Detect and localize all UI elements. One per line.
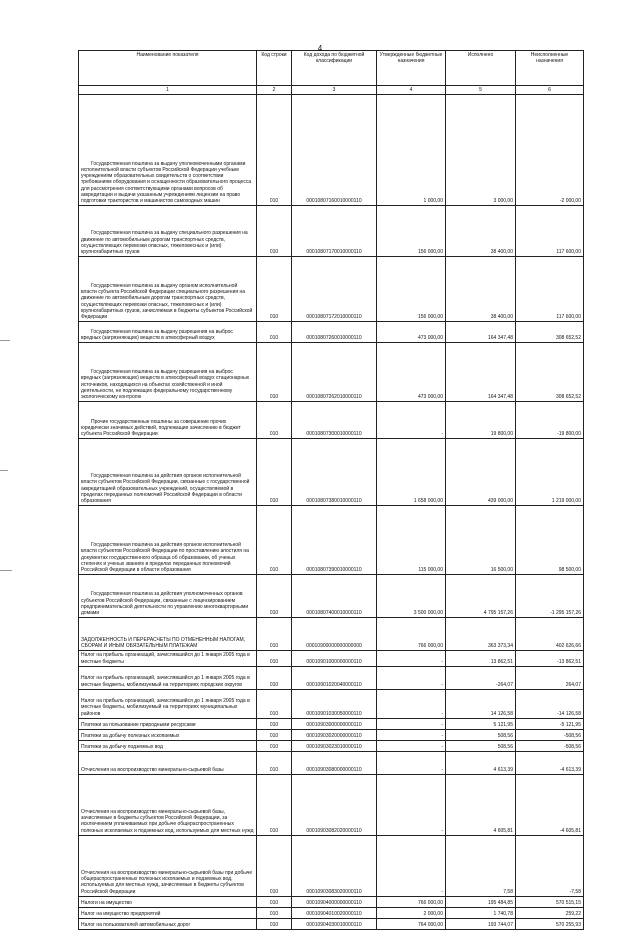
column-number: 2 xyxy=(257,86,292,95)
row-executed: 1 740,78 xyxy=(446,907,516,918)
table-row xyxy=(79,402,584,439)
row-unexecuted: 117 600,00 xyxy=(516,206,584,257)
row-approved: - xyxy=(377,718,446,729)
row-name: Государственная пошлина за действия уполномоченных органов субъектов Российской Федерации, связанные с лицензированием предпринимательской деятельности по управлению многоквартирными домами xyxy=(79,575,257,618)
row-name: Налог на пользователей автомобильных дорог xyxy=(79,918,257,929)
row-name: Отчисления на воспроизводство минерально-сырьевой базы xyxy=(79,751,257,774)
row-approved: 156 000,00 xyxy=(377,257,446,322)
row-line-code: 010 xyxy=(257,718,292,729)
row-name: Государственная пошлина за выдачу разрешения на выброс вредных (загрязняющих) веществ в атмосферный воздух стационарных источников, находящихся на объектах хозяйственной и иной деятельности, не подлежащих федеральному государственному экологическому контролю xyxy=(79,343,257,402)
row-unexecuted: 402 626,66 xyxy=(516,618,584,651)
row-classification-code: 00010903080000000110 xyxy=(292,751,377,774)
table-row xyxy=(79,835,584,896)
row-unexecuted: -2 000,00 xyxy=(516,95,584,206)
table-row xyxy=(79,896,584,907)
column-number: 6 xyxy=(516,86,584,95)
row-line-code: 010 xyxy=(257,918,292,929)
row-approved: 115 000,00 xyxy=(377,506,446,575)
column-number-row xyxy=(79,86,584,95)
row-classification-code: 00010904010020000110 xyxy=(292,907,377,918)
row-line-code: 010 xyxy=(257,896,292,907)
row-approved: 766 000,00 xyxy=(377,896,446,907)
row-classification-code: 00010901000000000110 xyxy=(292,651,377,667)
row-line-code: 010 xyxy=(257,506,292,575)
row-classification-code: 00010904000000000110 xyxy=(292,896,377,907)
row-approved: - xyxy=(377,402,446,439)
row-executed: 164 347,48 xyxy=(446,322,516,343)
row-unexecuted: -4 613,39 xyxy=(516,751,584,774)
row-line-code: 010 xyxy=(257,575,292,618)
row-unexecuted: 308 652,52 xyxy=(516,322,584,343)
table-row xyxy=(79,907,584,918)
row-executed: 5 121,95 xyxy=(446,718,516,729)
row-approved: - xyxy=(377,729,446,740)
row-unexecuted: -508,56 xyxy=(516,729,584,740)
row-name: Прочие государственные пошлины за совершение прочих юридически значимых действий, подлежащие зачислению в бюджет субъекта Российской Федерации xyxy=(79,402,257,439)
row-line-code: 010 xyxy=(257,257,292,322)
row-line-code: 010 xyxy=(257,402,292,439)
table-row xyxy=(79,740,584,751)
table-row xyxy=(79,689,584,718)
row-approved: 3 500 000,00 xyxy=(377,575,446,618)
row-approved: 764 000,00 xyxy=(377,918,446,929)
row-unexecuted: 570 255,93 xyxy=(516,918,584,929)
row-executed: 4 605,81 xyxy=(446,774,516,835)
row-executed: 193 744,07 xyxy=(446,918,516,929)
row-approved: - xyxy=(377,835,446,896)
row-line-code: 010 xyxy=(257,689,292,718)
row-classification-code: 00010807300010000110 xyxy=(292,402,377,439)
header-budget-classification-code: Код дохода по бюджетной классификации xyxy=(292,51,377,86)
table-row xyxy=(79,322,584,343)
row-classification-code: 00010807160010000110 xyxy=(292,95,377,206)
row-unexecuted: -1 295 157,26 xyxy=(516,575,584,618)
row-name: Отчисления на воспроизводство минерально-сырьевой базы при добыче общераспространенных полезных ископаемых и подземных вод, используемых для местных нужд, зачисляемые в бюджеты субъектов Российской Федерации xyxy=(79,835,257,896)
row-classification-code: 00010807172010000110 xyxy=(292,257,377,322)
row-line-code: 010 xyxy=(257,206,292,257)
row-line-code: 010 xyxy=(257,651,292,667)
row-name: Налог на имущество предприятий xyxy=(79,907,257,918)
scan-edge-mark xyxy=(0,570,12,571)
column-number: 5 xyxy=(446,86,516,95)
row-classification-code: 00010807400010000110 xyxy=(292,575,377,618)
header-executed: Исполнено xyxy=(446,51,516,86)
row-executed: 4 613,39 xyxy=(446,751,516,774)
row-name: Государственная пошлина за выдачу уполномоченными органами исполнительной власти субъектов Российской Федерации учебным учреждениям образовательных свидетельств о соответствии требованиям оборудования и оснащенности образовательного процесса для рассмотрения соответствующими органами вопросов об аккредитации и выдачи указанным учреждениям лицензии на право подготовки трактористов и машинистов самоходных машин xyxy=(79,95,257,206)
table-body xyxy=(79,95,584,930)
row-executed: 13 862,51 xyxy=(446,651,516,667)
header-approved: Утвержденные бюджетные назначения xyxy=(377,51,446,86)
table-row xyxy=(79,751,584,774)
row-line-code: 010 xyxy=(257,907,292,918)
row-executed: 164 347,48 xyxy=(446,343,516,402)
row-line-code: 010 xyxy=(257,95,292,206)
row-approved: - xyxy=(377,689,446,718)
row-line-code: 010 xyxy=(257,740,292,751)
header-unexecuted: Неисполненные назначения xyxy=(516,51,584,86)
revenue-execution-table xyxy=(78,50,584,930)
row-unexecuted: 259,22 xyxy=(516,907,584,918)
row-executed: 195 484,85 xyxy=(446,896,516,907)
table-row xyxy=(79,439,584,506)
column-number: 3 xyxy=(292,86,377,95)
row-classification-code: 00010904030010000110 xyxy=(292,918,377,929)
revenue-report-sheet xyxy=(78,50,583,930)
table-row xyxy=(79,95,584,206)
row-classification-code: 00010903020000000110 xyxy=(292,729,377,740)
scan-edge-mark xyxy=(0,470,8,471)
row-classification-code: 00010807170010000110 xyxy=(292,206,377,257)
row-executed: 16 500,00 xyxy=(446,506,516,575)
row-unexecuted: -4 605,81 xyxy=(516,774,584,835)
row-name: Налог на прибыль организаций, зачислявшийся до 1 января 2005 года в местные бюджеты xyxy=(79,651,257,667)
row-classification-code: 00010807380010000110 xyxy=(292,439,377,506)
row-unexecuted: 264,07 xyxy=(516,666,584,689)
row-executed: 363 373,34 xyxy=(446,618,516,651)
row-unexecuted: 308 652,52 xyxy=(516,343,584,402)
table-row xyxy=(79,257,584,322)
row-unexecuted: -508,56 xyxy=(516,740,584,751)
row-approved: 2 000,00 xyxy=(377,907,446,918)
table-row xyxy=(79,506,584,575)
row-approved: 1 000,00 xyxy=(377,95,446,206)
row-line-code: 010 xyxy=(257,618,292,651)
row-line-code: 010 xyxy=(257,322,292,343)
table-row xyxy=(79,774,584,835)
row-line-code: 010 xyxy=(257,666,292,689)
row-executed: 508,56 xyxy=(446,729,516,740)
row-executed: 14 126,58 xyxy=(446,689,516,718)
table-row xyxy=(79,718,584,729)
row-line-code: 010 xyxy=(257,343,292,402)
row-classification-code: 00010903000000000110 xyxy=(292,718,377,729)
table-row xyxy=(79,918,584,929)
row-unexecuted: -14 126,58 xyxy=(516,689,584,718)
row-classification-code: 00010807260010000110 xyxy=(292,322,377,343)
row-executed: 3 000,00 xyxy=(446,95,516,206)
row-classification-code: 00010903082020000110 xyxy=(292,774,377,835)
row-name: Государственная пошлина за выдачу органом исполнительной власти субъекта Российской Федерации специального разрешения на движение по автомобильным дорогам транспортных средств, осуществляющих перевозки опасных, тяжеловесных и (или) крупногабаритных грузов, зачисляемая в бюджеты субъектов Российской Федерации xyxy=(79,257,257,322)
row-executed: -264,07 xyxy=(446,666,516,689)
row-classification-code: 00010901020040000110 xyxy=(292,666,377,689)
row-name: Государственная пошлина за действия органов исполнительной власти субъектов Российской Федерации, связанные с государственной аккредитацией образовательных учреждений, осуществляемой в пределах переданных полномочий Российской Федерации в области образования xyxy=(79,439,257,506)
row-name: Государственная пошлина за действия органов исполнительной власти субъектов Российской Федерации по проставлению апостиля на документах государственного образца об образовании, об ученых степенях и ученых званиях в пределах переданных полномочий Российской Федерации в области образования xyxy=(79,506,257,575)
row-unexecuted: 117 600,00 xyxy=(516,257,584,322)
row-unexecuted: -7,58 xyxy=(516,835,584,896)
row-unexecuted: -5 121,95 xyxy=(516,718,584,729)
table-row xyxy=(79,618,584,651)
header-indicator-name: Наименование показателя xyxy=(79,51,257,86)
column-number: 1 xyxy=(79,86,257,95)
row-classification-code: 00010900000000000000 xyxy=(292,618,377,651)
row-line-code: 010 xyxy=(257,774,292,835)
row-unexecuted: -13 862,51 xyxy=(516,651,584,667)
row-line-code: 010 xyxy=(257,729,292,740)
row-approved: 473 000,00 xyxy=(377,322,446,343)
column-number: 4 xyxy=(377,86,446,95)
row-approved: 473 000,00 xyxy=(377,343,446,402)
row-approved: - xyxy=(377,774,446,835)
table-row xyxy=(79,343,584,402)
row-name: Налоги на имущество xyxy=(79,896,257,907)
header-line-code: Код строки xyxy=(257,51,292,86)
page-number: 4 xyxy=(317,44,323,53)
row-name: Платежи за добычу подземных вод xyxy=(79,740,257,751)
row-approved: 156 000,00 xyxy=(377,206,446,257)
table-row xyxy=(79,666,584,689)
table-row xyxy=(79,575,584,618)
row-name: Платежи за пользование природными ресурсами xyxy=(79,718,257,729)
row-name: ЗАДОЛЖЕННОСТЬ И ПЕРЕРАСЧЕТЫ ПО ОТМЕНЕННЫМ НАЛОГАМ, СБОРАМ И ИНЫМ ОБЯЗАТЕЛЬНЫМ ПЛАТЕЖАМ xyxy=(79,618,257,651)
row-unexecuted: 570 515,15 xyxy=(516,896,584,907)
row-executed: 4 795 157,26 xyxy=(446,575,516,618)
table-header-row xyxy=(79,51,584,86)
row-name: Налог на прибыль организаций, зачислявшийся до 1 января 2005 года в местные бюджеты, мобилизуемый на территориях городских округов xyxy=(79,666,257,689)
table-row xyxy=(79,206,584,257)
row-unexecuted: 98 500,00 xyxy=(516,506,584,575)
row-line-code: 010 xyxy=(257,751,292,774)
row-name: Налог на прибыль организаций, зачислявшийся до 1 января 2005 года в местные бюджеты, мобилизуемый на территориях муниципальных районов xyxy=(79,689,257,718)
row-executed: 508,56 xyxy=(446,740,516,751)
row-executed: 38 400,00 xyxy=(446,257,516,322)
table-row xyxy=(79,651,584,667)
row-approved: - xyxy=(377,666,446,689)
row-executed: 7,58 xyxy=(446,835,516,896)
row-approved: - xyxy=(377,751,446,774)
row-classification-code: 00010807390010000110 xyxy=(292,506,377,575)
row-classification-code: 00010901030050000110 xyxy=(292,689,377,718)
row-classification-code: 00010807262010000110 xyxy=(292,343,377,402)
row-name: Государственная пошлина за выдачу разрешения на выброс вредных (загрязняющих) веществ в атмосферный воздух xyxy=(79,322,257,343)
row-approved: - xyxy=(377,740,446,751)
row-executed: 19 800,00 xyxy=(446,402,516,439)
row-classification-code: 00010903083020000110 xyxy=(292,835,377,896)
table-row xyxy=(79,729,584,740)
row-classification-code: 00010903023010000110 xyxy=(292,740,377,751)
row-line-code: 010 xyxy=(257,439,292,506)
row-approved: - xyxy=(377,651,446,667)
row-executed: 38 400,00 xyxy=(446,206,516,257)
row-approved: 766 000,00 xyxy=(377,618,446,651)
row-line-code: 010 xyxy=(257,835,292,896)
row-name: Государственная пошлина за выдачу специального разрешения на движение по автомобильным дорогам транспортных средств, осуществляющих перевозки опасных, тяжеловесных и (или) крупногабаритных грузов xyxy=(79,206,257,257)
scan-edge-mark xyxy=(0,340,10,341)
row-name: Отчисления на воспроизводство минерально-сырьевой базы, зачисляемые в бюджеты субъектов Российской Федерации, за исключением уплачиваемых при добыче общераспространенных полезных ископаемых и подземных вод, используемых для местных нужд xyxy=(79,774,257,835)
row-executed: 439 000,00 xyxy=(446,439,516,506)
row-unexecuted: 1 219 000,00 xyxy=(516,439,584,506)
row-approved: 1 658 000,00 xyxy=(377,439,446,506)
row-unexecuted: -19 800,00 xyxy=(516,402,584,439)
row-name: Платежи за добычу полезных ископаемых xyxy=(79,729,257,740)
